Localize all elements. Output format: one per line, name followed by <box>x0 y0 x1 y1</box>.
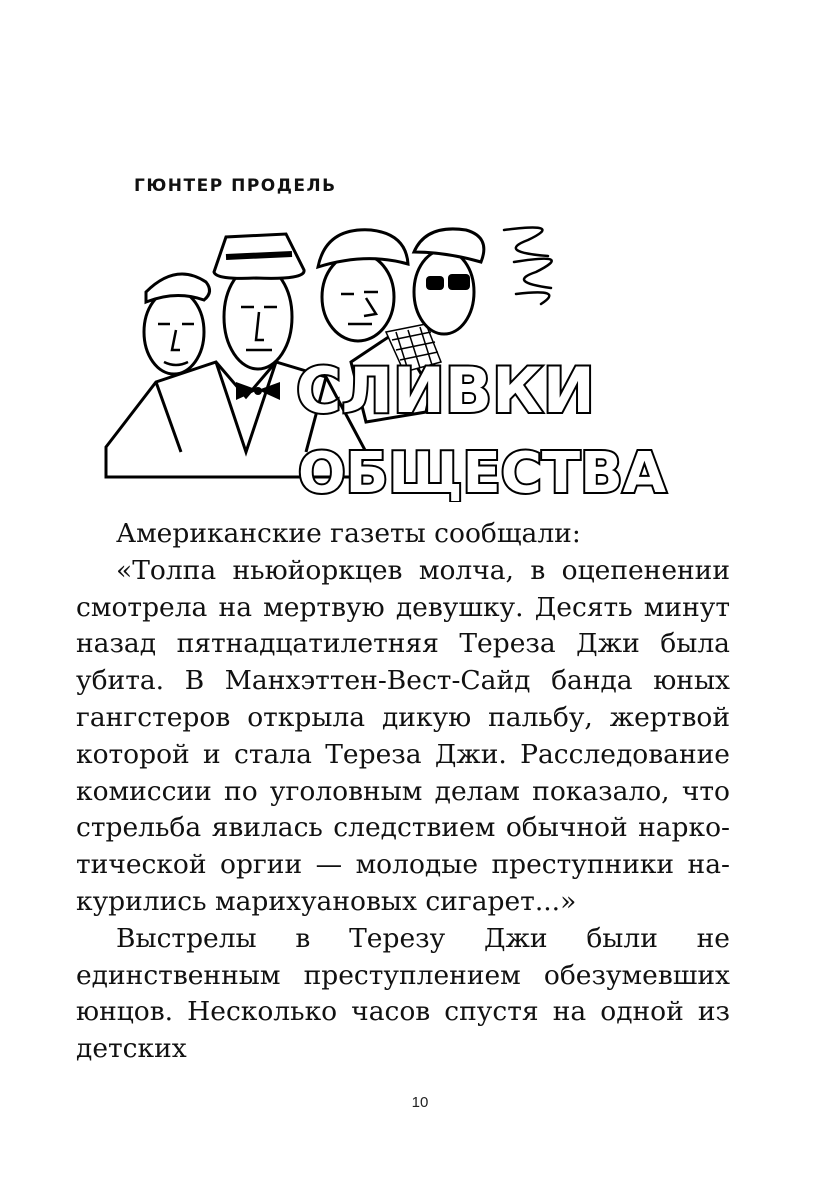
author-name: ГЮНТЕР ПРОДЕЛЬ <box>134 176 337 196</box>
title-line-2: ОБЩЕСТВА <box>298 441 667 502</box>
paragraph-1: Американские газеты сообщали: <box>116 518 581 549</box>
article-body <box>76 516 730 1068</box>
title-line-1: СЛИВКИ <box>296 354 595 427</box>
smoke-lines <box>504 228 552 304</box>
page-number: 10 <box>411 1094 429 1111</box>
paragraph-3: Выстрелы в Терезу Джи были не единственным преступлением обезумевших юнцов. Несколько часов спустя на одной из детских <box>76 922 730 1065</box>
title-illustration <box>96 212 706 502</box>
paragraph-2: «Толпа ньюйоркцев молча, в оцепенении смотрела на мертвую девушку. Десять минут назад пятнадцатилетняя Тереза Джи была убита. В Манхэттен-Вест-Сайд банда юных гангстеров открыла дикую пальбу, жертвой которой и стала Тереза Джи. Расследование комиссии по уголовным делам показало, что стрельба явилась следствием обычной наркотической оргии — молодые преступники накурились марихуановых сигарет...» <box>76 554 730 917</box>
